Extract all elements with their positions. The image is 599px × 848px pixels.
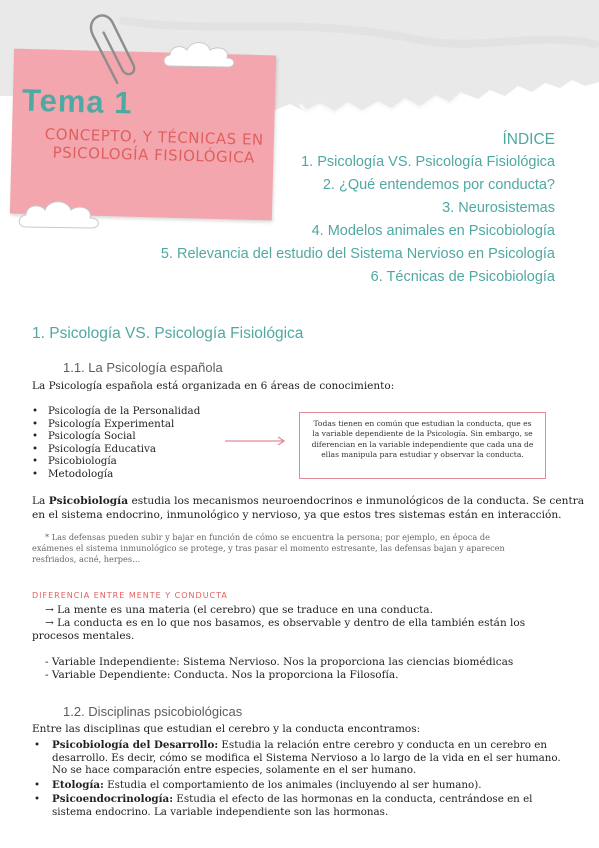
disciplines-list bbox=[32, 739, 562, 821]
cloud-icon bbox=[160, 36, 238, 72]
index-item[interactable]: 5. Relevancia del estudio del Sistema Nervioso en Psicología bbox=[160, 246, 555, 262]
list-item bbox=[32, 779, 562, 792]
paragraph: - Variable Independiente: Sistema Nervioso. Nos la proporciona las ciencias biomédicas bbox=[45, 656, 514, 668]
index-heading: ÍNDICE bbox=[502, 131, 555, 148]
list-item: • Psicología Experimental bbox=[32, 418, 200, 431]
text-span: Estudia el efecto de las hormonas en la conducta, centrándose en el sistema endocrino. La variable independiente son las hormonas. bbox=[52, 793, 533, 818]
list-item: • Psicobiología bbox=[32, 455, 200, 468]
paragraph: procesos mentales. bbox=[32, 630, 135, 642]
text-span: Estudia el comportamiento de los animales (incluyendo al ser humano). bbox=[103, 778, 482, 791]
table-of-contents bbox=[161, 128, 555, 289]
paragraph bbox=[32, 494, 584, 522]
subsection-heading: 1.2. Disciplinas psicobiológicas bbox=[63, 704, 243, 719]
highlight-heading: DIFERENCIA ENTRE MENTE Y CONDUCTA bbox=[32, 591, 228, 600]
list-item bbox=[32, 739, 562, 777]
text-span: Estudia la relación entre cerebro y conducta en un cerebro en desarrollo. Es decir, cómo se modifica el Sistema Nervioso a lo largo de la vida en el ser humano. No se hace comparación entre especies, solamente en el ser humano. bbox=[52, 739, 561, 777]
areas-list bbox=[32, 405, 200, 481]
subsection-heading: 1.1. La Psicología española bbox=[63, 360, 223, 375]
subtitle-line: PSICOLOGÍA FISIOLÓGICA bbox=[52, 143, 256, 167]
bold-term: Etología: bbox=[52, 778, 104, 791]
paragraph: - Variable Dependiente: Conducta. Nos la proporciona la Filosofía. bbox=[45, 669, 399, 681]
bold-term: Psicoendocrinología: bbox=[52, 793, 174, 806]
bold-term: Psicobiología del Desarrollo: bbox=[52, 739, 219, 751]
list-item: • Metodología bbox=[32, 468, 200, 481]
subtitle-line: CONCEPTO, Y TÉCNICAS EN bbox=[44, 125, 264, 149]
index-item[interactable]: 6. Técnicas de Psicobiología bbox=[370, 269, 555, 285]
cloud-icon bbox=[16, 195, 104, 233]
list-item: • Psicología de la Personalidad bbox=[32, 405, 200, 418]
paragraph: → La mente es una materia (el cerebro) que se traduce en una conducta. bbox=[45, 604, 433, 616]
note-box: Todas tienen en común que estudian la conducta, que es la variable dependiente de la Psicología. Sin embargo, se diferencian en la variable independiente que cada una de ellas manipula para estudiar y observar la conducta. bbox=[299, 412, 546, 479]
bold-term: Psicobiología bbox=[48, 495, 129, 507]
text-span: La bbox=[32, 495, 49, 507]
list-item: • Psicología Educativa bbox=[32, 443, 200, 456]
aside-note-line: * Las defensas pueden subir y bajar en función de cómo se encuentra la persona; por ejemplo, en época de bbox=[45, 532, 490, 542]
list-item: • Psicología Social bbox=[32, 430, 200, 443]
arrow-right-icon bbox=[225, 436, 287, 446]
paperclip-icon bbox=[86, 0, 146, 90]
paragraph: La Psicología española está organizada en 6 áreas de conocimiento: bbox=[32, 380, 395, 392]
page-title: Tema 1 bbox=[21, 82, 133, 121]
list-item bbox=[32, 793, 562, 818]
paragraph: Entre las disciplinas que estudian el cerebro y la conducta encontramos: bbox=[32, 723, 421, 735]
aside-note-line: exámenes el sistema inmunológico se protege, y tras pasar el momento estresante, las defensas bajan y aparecen bbox=[32, 543, 505, 553]
index-item[interactable]: 1. Psicología VS. Psicología Fisiológica bbox=[301, 154, 555, 170]
text-span: en el sistema endocrino, inmunológico y nervioso, ya que estos tres sistemas están en interacción. bbox=[32, 509, 562, 521]
aside-note-line: resfriados, acné, herpes… bbox=[32, 554, 141, 564]
section-heading: 1. Psicología VS. Psicología Fisiológica bbox=[32, 325, 304, 342]
paragraph: → La conducta es en lo que nos basamos, es observable y dentro de ella también están los bbox=[45, 617, 526, 629]
index-item[interactable]: 4. Modelos animales en Psicobiología bbox=[311, 223, 555, 239]
index-item[interactable]: 3. Neurosistemas bbox=[442, 200, 555, 216]
index-item[interactable]: 2. ¿Qué entendemos por conducta? bbox=[322, 177, 555, 193]
text-span: estudia los mecanismos neuroendocrinos e inmunológicos de la conducta. Se centra bbox=[128, 495, 585, 507]
